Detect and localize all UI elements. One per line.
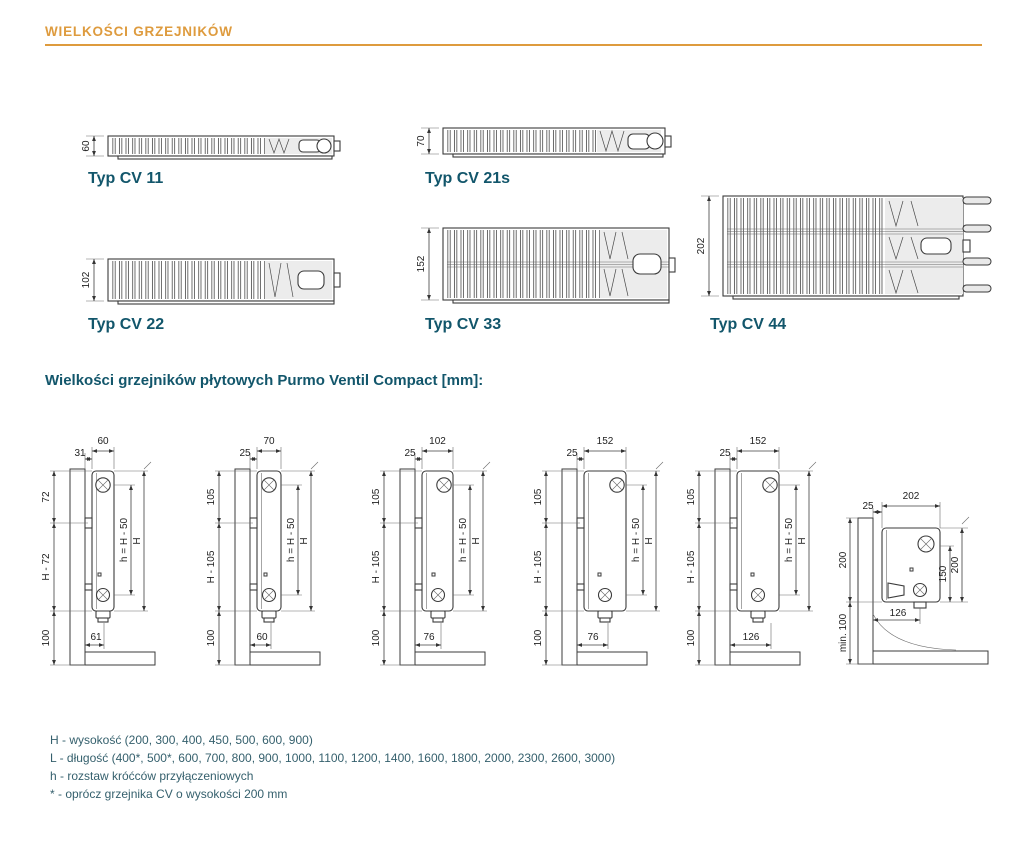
wall-offset-dim: 25	[862, 501, 874, 512]
seg-mid-dim: H - 105	[686, 550, 697, 584]
footnote-asterisk: * - oprócz grzejnika CV o wysokości 200 mm	[50, 787, 288, 801]
side-view-cv33	[530, 425, 690, 680]
wall-offset-dim: 25	[719, 448, 731, 459]
cv33-dimension	[416, 228, 439, 300]
seg-mid-dim: H - 72	[41, 553, 52, 581]
cv21s-radiator	[443, 128, 671, 157]
seg-mid-dim: H - 105	[533, 550, 544, 584]
seg-top-dim: 72	[41, 491, 52, 503]
header-rule	[45, 44, 982, 46]
cv11-radiator	[108, 136, 340, 159]
footnote-spacing: h - rozstaw króćców przyłączeniowych	[50, 769, 254, 783]
seg-top-dim: 105	[371, 488, 382, 506]
cv11-cross-section	[78, 126, 358, 176]
page-title: WIELKOŚCI GRZEJNIKÓW	[45, 24, 233, 39]
radiator-body	[730, 471, 779, 622]
cv11-depth-label: 60	[81, 140, 92, 152]
cv33-radiator	[443, 228, 675, 303]
radiator-body	[882, 528, 940, 608]
typ-label-cv21s: Typ CV 21s	[425, 170, 511, 187]
left-top-dim: 200	[838, 551, 849, 569]
seg-bottom-dim: 100	[533, 629, 544, 647]
cv44-dimension	[696, 196, 719, 296]
right-outer-dim: 200	[950, 556, 961, 574]
cv21s-cross-section	[413, 120, 693, 176]
port-spacing-dim: h = H - 50	[631, 517, 642, 563]
typ-label-cv22: Typ CV 22	[88, 316, 165, 333]
height-dim: H	[471, 537, 482, 545]
typ-label-cv44: Typ CV 44	[710, 316, 787, 333]
radiator-body	[415, 471, 453, 622]
cv22-radiator	[108, 259, 340, 304]
seg-top-dim: 105	[206, 488, 217, 506]
radiator-body	[85, 471, 114, 622]
cv21s-depth-label: 70	[416, 135, 427, 147]
height-dim: H	[644, 537, 655, 545]
typ-label-cv11: Typ CV 11	[88, 170, 164, 187]
height-dim: H	[299, 537, 310, 545]
cv22-depth-label: 102	[81, 271, 92, 289]
cv44-depth-label: 202	[696, 237, 707, 255]
cv33-cross-section	[413, 216, 703, 316]
right-inner-dim: 150	[938, 565, 949, 583]
wall-offset-dim: 25	[566, 448, 578, 459]
depth-dim: 152	[596, 436, 614, 447]
height-dim: H	[797, 537, 808, 545]
cv21s-dimension	[416, 128, 439, 154]
port-spacing-dim: h = H - 50	[286, 517, 297, 563]
conn-dim: 126	[742, 632, 760, 643]
side-view-low-height	[838, 462, 1027, 677]
cv33-depth-label: 152	[416, 255, 427, 273]
footnote-length: L - długość (400*, 500*, 600, 700, 800, 900, 1000, 1100, 1200, 1400, 1600, 1800, 2000, 2300, 2600, 3000)	[50, 751, 616, 765]
height-dim: H	[132, 537, 143, 545]
cv22-dimension	[81, 259, 104, 301]
depth-dim: 70	[263, 436, 275, 447]
seg-bottom-dim: 100	[686, 629, 697, 647]
section-title: Wielkości grzejników płytowych Purmo Ventil Compact [mm]:	[45, 372, 484, 389]
cv44-cross-section	[693, 188, 1027, 318]
depth-dim: 60	[97, 436, 109, 447]
side-view-cv44	[683, 425, 843, 680]
seg-mid-dim: H - 105	[206, 550, 217, 584]
seg-top-dim: 105	[533, 488, 544, 506]
wall-offset-dim: 25	[404, 448, 416, 459]
footnote-height: H - wysokość (200, 300, 400, 450, 500, 600, 900)	[50, 733, 313, 747]
seg-bottom-dim: 100	[371, 629, 382, 647]
seg-mid-dim: H - 105	[371, 550, 382, 584]
conn-dim: 61	[90, 632, 102, 643]
side-view-cv22	[368, 425, 528, 680]
radiator-body	[250, 471, 281, 622]
port-spacing-dim: h = H - 50	[784, 517, 795, 563]
conn-dim: 76	[587, 632, 599, 643]
conn-dim: 60	[256, 632, 268, 643]
side-view-cv21s	[203, 425, 363, 680]
cv22-cross-section	[78, 249, 358, 317]
port-spacing-dim: h = H - 50	[458, 517, 469, 563]
side-view-cv11	[38, 425, 198, 680]
conn-dim: 126	[889, 608, 907, 619]
depth-dim: 102	[429, 436, 446, 447]
seg-top-dim: 105	[686, 488, 697, 506]
left-bottom-dim: min. 100	[838, 613, 849, 653]
seg-bottom-dim: 100	[41, 629, 52, 647]
typ-label-cv33: Typ CV 33	[425, 316, 502, 333]
wall-offset-dim: 25	[239, 448, 251, 459]
depth-dim: 152	[749, 436, 767, 447]
seg-bottom-dim: 100	[206, 629, 217, 647]
port-spacing-dim: h = H - 50	[119, 517, 130, 563]
cv44-radiator	[723, 196, 991, 299]
depth-dim: 202	[902, 491, 920, 502]
conn-dim: 76	[423, 632, 435, 643]
wall-offset-dim: 31	[74, 448, 86, 459]
radiator-body	[577, 471, 626, 622]
cv11-dimension	[81, 136, 104, 156]
